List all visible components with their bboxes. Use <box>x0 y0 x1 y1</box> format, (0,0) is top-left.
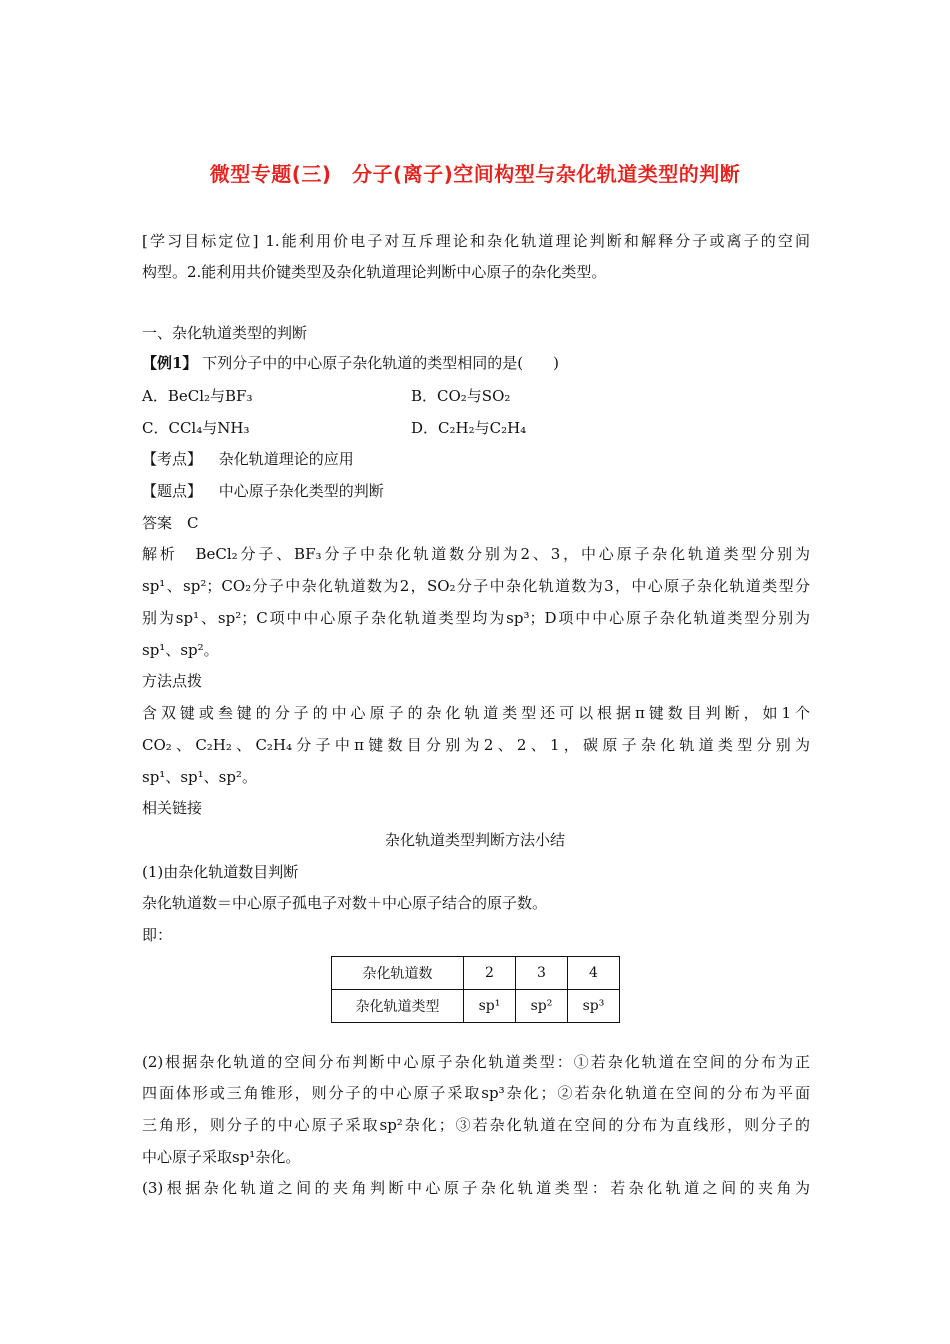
example-question <box>142 353 559 373</box>
related-heading: 相关链接 <box>142 799 203 817</box>
kaodian-text: 杂化轨道理论的应用 <box>218 450 354 468</box>
rule2-line-2: 四面体形或三角锥形，则分子的中心原子采取sp³杂化；②若杂化轨道在空间的分布为平面 <box>142 1084 810 1102</box>
example-question-text: 下列分子中的中心原子杂化轨道的类型相同的是( ) <box>202 354 559 372</box>
table-cell: 4 <box>568 957 620 990</box>
page-title: 微型专题(三) 分子(离子)空间构型与杂化轨道类型的判断 <box>209 162 741 186</box>
table-cell: sp² <box>516 990 568 1023</box>
hybridization-table <box>331 956 620 1023</box>
option-c: C．CCl₄与NH₃ <box>142 419 250 437</box>
method-line-2: CO₂、C₂H₂、C₂H₄分子中π键数目分别为2、2、1，碳原子杂化轨道类型分别为 <box>142 736 810 754</box>
rule2-line-3: 三角形，则分子的中心原子采取sp²杂化；③若杂化轨道在空间的分布为直线形，则分子的 <box>142 1116 810 1134</box>
answer: 答案 C <box>142 514 199 532</box>
analysis-line-2: sp¹、sp²；CO₂分子中杂化轨道数为2，SO₂分子中杂化轨道数为3，中心原子杂化轨道类型分 <box>142 577 810 595</box>
table-row <box>332 990 620 1023</box>
section-heading: 一、杂化轨道类型的判断 <box>142 324 308 342</box>
summary-title: 杂化轨道类型判断方法小结 <box>384 831 565 849</box>
option-a: A．BeCl₂与BF₃ <box>142 387 253 405</box>
option-b: B．CO₂与SO₂ <box>411 387 511 405</box>
tidian-line <box>142 481 384 501</box>
method-line-1: 含双键或叁键的分子的中心原子的杂化轨道类型还可以根据π键数目判断，如1个 <box>142 704 810 722</box>
rule1-ji: 即： <box>142 926 173 944</box>
option-d: D．C₂H₂与C₂H₄ <box>411 419 527 437</box>
rule1-heading: (1)由杂化轨道数目判断 <box>142 863 299 881</box>
objective-text-1: 1.能利用价电子对互斥理论和杂化轨道理论判断和解释分子或离子的空间 <box>265 232 810 250</box>
method-heading: 方法点拨 <box>142 672 203 690</box>
table-cell: 杂化轨道数 <box>332 957 464 990</box>
table-cell: 3 <box>516 957 568 990</box>
tidian-label: 【题点】 <box>142 482 203 500</box>
table-cell: 2 <box>464 957 516 990</box>
example-tag: 【例1】 <box>142 354 198 372</box>
kaodian-line <box>142 449 354 469</box>
objective-line-2: 构型。2.能利用共价键类型及杂化轨道理论判断中心原子的杂化类型。 <box>142 263 607 281</box>
table-cell: sp³ <box>568 990 620 1023</box>
method-line-3: sp¹、sp¹、sp²。 <box>142 768 257 786</box>
table-row <box>332 957 620 990</box>
table-cell: 杂化轨道类型 <box>332 990 464 1023</box>
analysis-line-4: sp¹、sp²。 <box>142 641 219 659</box>
rule2-line-4: 中心原子采取sp¹杂化。 <box>142 1148 301 1166</box>
analysis-line-1: 解析 BeCl₂分子、BF₃分子中杂化轨道数分别为2、3，中心原子杂化轨道类型分别为 <box>142 545 810 563</box>
rule3-line-1: (3)根据杂化轨道之间的夹角判断中心原子杂化轨道类型：若杂化轨道之间的夹角为 <box>142 1179 810 1197</box>
rule2-line-1: (2)根据杂化轨道的空间分布判断中心原子杂化轨道类型：①若杂化轨道在空间的分布为正 <box>142 1053 810 1071</box>
kaodian-label: 【考点】 <box>142 450 203 468</box>
objective-label: [学习目标定位] <box>142 232 259 250</box>
objective-line-1 <box>142 231 810 251</box>
table-cell: sp¹ <box>464 990 516 1023</box>
analysis-line-3: 别为sp¹、sp²；C项中中心原子杂化轨道类型均为sp³；D项中中心原子杂化轨道类型分别为 <box>142 609 810 627</box>
rule1-formula: 杂化轨道数＝中心原子孤电子对数＋中心原子结合的原子数。 <box>142 894 548 912</box>
tidian-text: 中心原子杂化类型的判断 <box>218 482 384 500</box>
